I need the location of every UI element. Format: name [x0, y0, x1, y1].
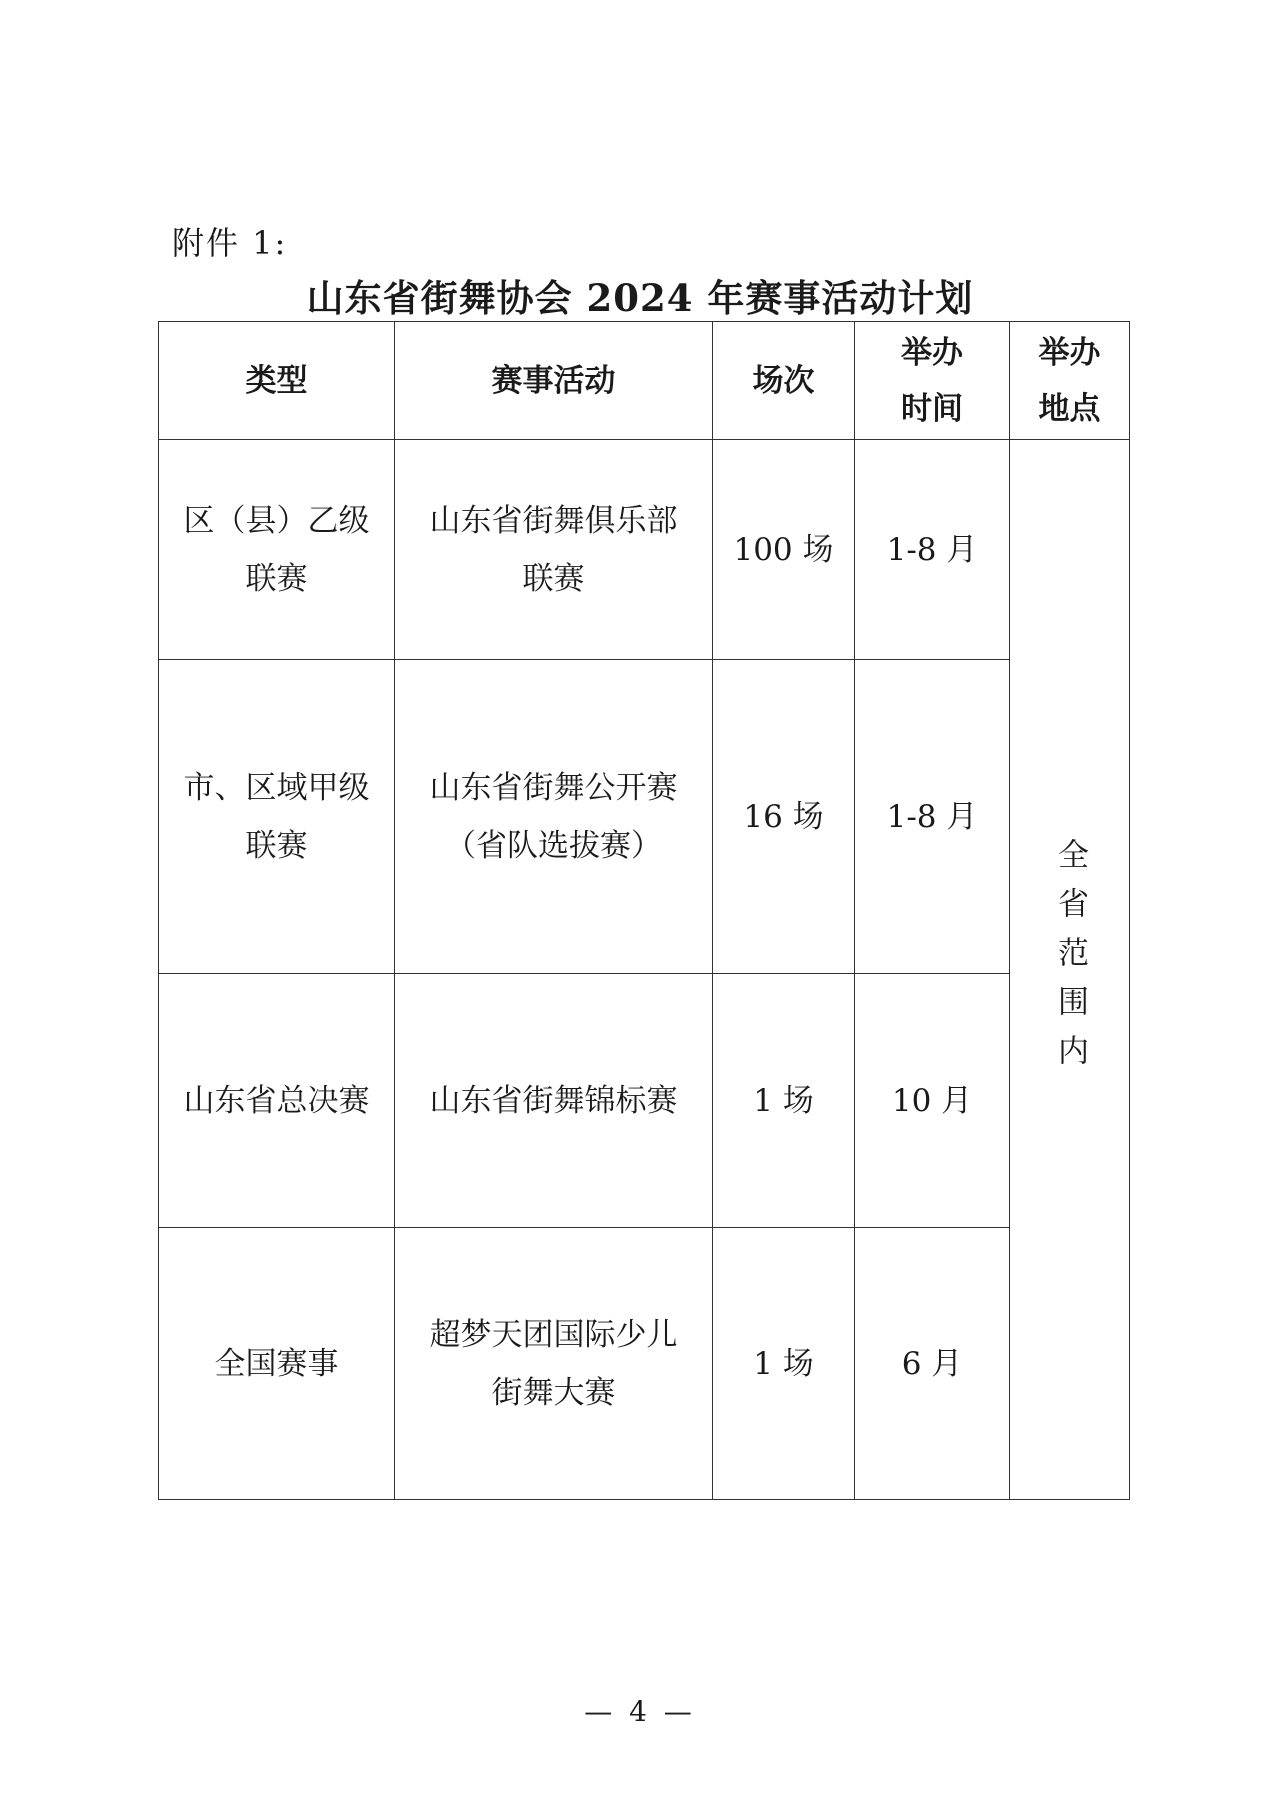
cell-time: 1-8 月	[855, 440, 1010, 660]
cell-type: 区（县）乙级 联赛	[159, 440, 395, 660]
cell-sessions: 16 场	[713, 660, 855, 974]
header-type: 类型	[159, 322, 395, 440]
table-row	[159, 974, 1130, 1228]
cell-time: 1-8 月	[855, 660, 1010, 974]
event-plan-table	[158, 321, 1130, 1500]
cell-event: 山东省街舞锦标赛	[395, 974, 713, 1228]
cell-location	[1010, 440, 1130, 1500]
header-location: 举办 地点	[1010, 322, 1130, 440]
cell-event: 超梦天团国际少儿 街舞大赛	[395, 1228, 713, 1500]
cell-event: 山东省街舞公开赛 （省队选拔赛）	[395, 660, 713, 974]
header-sessions: 场次	[713, 322, 855, 440]
document-title: 山东省街舞协会 2024 年赛事活动计划	[306, 276, 974, 320]
cell-type: 市、区域甲级 联赛	[159, 660, 395, 974]
cell-event: 山东省街舞俱乐部 联赛	[395, 440, 713, 660]
table-row	[159, 660, 1130, 974]
header-time: 举办 时间	[855, 322, 1010, 440]
cell-time: 10 月	[855, 974, 1010, 1228]
cell-sessions: 1 场	[713, 974, 855, 1228]
location-text: 全省范围内	[1052, 837, 1088, 1083]
header-event: 赛事活动	[395, 322, 713, 440]
attachment-label: 附件 1:	[172, 224, 288, 262]
cell-sessions: 100 场	[713, 440, 855, 660]
table-row	[159, 1228, 1130, 1500]
cell-type: 山东省总决赛	[159, 974, 395, 1228]
cell-type: 全国赛事	[159, 1228, 395, 1500]
table-header-row	[159, 322, 1130, 440]
page-number: — 4 —	[584, 1695, 696, 1728]
cell-time: 6 月	[855, 1228, 1010, 1500]
table-row	[159, 440, 1130, 660]
cell-sessions: 1 场	[713, 1228, 855, 1500]
